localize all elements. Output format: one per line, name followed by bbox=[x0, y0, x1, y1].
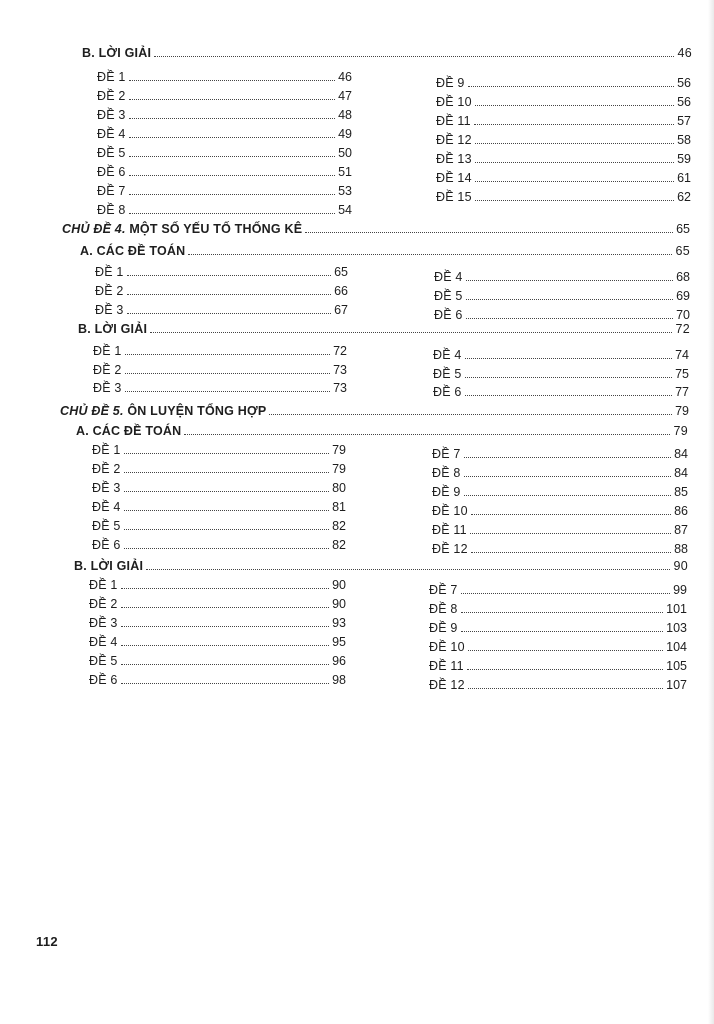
toc-page-number: 84 bbox=[674, 466, 688, 480]
toc-page-number: 57 bbox=[677, 114, 691, 128]
toc-entry[interactable] bbox=[436, 133, 691, 147]
toc-entry[interactable] bbox=[89, 635, 346, 649]
toc-entry[interactable] bbox=[432, 542, 688, 556]
toc-entry-label: ĐỀ 6 bbox=[89, 673, 118, 687]
toc-entry-label: ĐỀ 10 bbox=[436, 95, 472, 109]
toc-entry-label: ĐỀ 10 bbox=[432, 504, 468, 518]
toc-page-number: 65 bbox=[334, 265, 348, 279]
toc-page-number: 62 bbox=[677, 190, 691, 204]
toc-entry-label: ĐỀ 4 bbox=[92, 500, 121, 514]
toc-entry-label: ĐỀ 3 bbox=[92, 481, 121, 495]
toc-page-number: 90 bbox=[332, 597, 346, 611]
dot-leader bbox=[129, 175, 336, 176]
toc-page-number: 49 bbox=[338, 127, 352, 141]
toc-entry-label: ĐỀ 4 bbox=[89, 635, 118, 649]
toc-page-number: 82 bbox=[332, 538, 346, 552]
dot-leader bbox=[129, 118, 336, 119]
toc-page-number: 90 bbox=[673, 559, 688, 573]
toc-page-number: 68 bbox=[676, 270, 690, 284]
toc-page-number: 69 bbox=[676, 289, 690, 303]
toc-entry[interactable] bbox=[95, 303, 348, 317]
toc-chapter-prefix: CHỦ ĐỀ 4. bbox=[62, 222, 126, 236]
toc-entry-label: ĐỀ 1 bbox=[93, 344, 122, 358]
toc-page-number: 107 bbox=[666, 678, 687, 692]
dot-leader bbox=[124, 529, 330, 530]
toc-entry[interactable] bbox=[89, 673, 346, 687]
dot-leader bbox=[121, 683, 330, 684]
toc-entry[interactable] bbox=[433, 367, 689, 381]
toc-page-number: 51 bbox=[338, 165, 352, 179]
toc-entry[interactable] bbox=[434, 308, 690, 322]
dot-leader bbox=[121, 626, 330, 627]
toc-page-number: 85 bbox=[674, 485, 688, 499]
toc-entry[interactable] bbox=[429, 583, 687, 597]
toc-entry-label: ĐỀ 12 bbox=[432, 542, 468, 556]
toc-entry[interactable] bbox=[97, 127, 352, 141]
dot-leader bbox=[188, 254, 672, 255]
toc-entry-label: ĐỀ 2 bbox=[92, 462, 121, 476]
toc-entry-label: ĐỀ 12 bbox=[436, 133, 472, 147]
toc-entry[interactable] bbox=[93, 381, 347, 395]
toc-entry[interactable] bbox=[436, 152, 691, 166]
dot-leader bbox=[468, 688, 663, 689]
dot-leader bbox=[475, 162, 674, 163]
toc-entry[interactable] bbox=[97, 70, 352, 84]
toc-page-number: 87 bbox=[674, 523, 688, 537]
toc-entry[interactable] bbox=[92, 519, 346, 533]
toc-entry-label: ĐỀ 7 bbox=[432, 447, 461, 461]
toc-entry-label: ĐỀ 8 bbox=[97, 203, 126, 217]
toc-page-number: 67 bbox=[334, 303, 348, 317]
dot-leader bbox=[475, 181, 674, 182]
toc-chapter-title bbox=[62, 222, 302, 236]
toc-page-number: 82 bbox=[332, 519, 346, 533]
toc-page-number: 93 bbox=[332, 616, 346, 630]
dot-leader bbox=[124, 472, 330, 473]
toc-entry[interactable] bbox=[433, 385, 689, 399]
toc-entry[interactable] bbox=[432, 466, 688, 480]
toc-entry[interactable] bbox=[436, 114, 691, 128]
toc-entry-label: ĐỀ 8 bbox=[429, 602, 458, 616]
toc-entry-label: ĐỀ 1 bbox=[89, 578, 118, 592]
dot-leader bbox=[127, 275, 332, 276]
toc-entry-label: ĐỀ 9 bbox=[436, 76, 465, 90]
toc-entry[interactable] bbox=[95, 265, 348, 279]
toc-entry-label: ĐỀ 6 bbox=[434, 308, 463, 322]
toc-entry-label: ĐỀ 3 bbox=[97, 108, 126, 122]
toc-page-number: 53 bbox=[338, 184, 352, 198]
toc-section-label: A. CÁC ĐỀ TOÁN bbox=[80, 244, 186, 258]
dot-leader bbox=[121, 588, 330, 589]
toc-entry-label: ĐỀ 2 bbox=[95, 284, 124, 298]
toc-page-number: 50 bbox=[338, 146, 352, 160]
toc-page-number: 47 bbox=[338, 89, 352, 103]
toc-page-number: 98 bbox=[332, 673, 346, 687]
toc-page-number: 96 bbox=[332, 654, 346, 668]
dot-leader bbox=[129, 137, 336, 138]
toc-entry-label: ĐỀ 4 bbox=[434, 270, 463, 284]
dot-leader bbox=[127, 313, 332, 314]
toc-chapter-5[interactable] bbox=[60, 404, 689, 418]
toc-entry[interactable] bbox=[97, 146, 352, 160]
toc-section-loigiai-ch3[interactable] bbox=[82, 46, 692, 60]
toc-page-number: 73 bbox=[333, 381, 347, 395]
dot-leader bbox=[475, 105, 674, 106]
toc-entry[interactable] bbox=[432, 447, 688, 461]
dot-leader bbox=[129, 156, 336, 157]
dot-leader bbox=[154, 56, 674, 57]
dot-leader bbox=[464, 495, 672, 496]
toc-page-number: 73 bbox=[333, 363, 347, 377]
toc-page-number: 81 bbox=[332, 500, 346, 514]
toc-page-number: 56 bbox=[677, 95, 691, 109]
toc-entry-label: ĐỀ 13 bbox=[436, 152, 472, 166]
toc-page-number: 66 bbox=[334, 284, 348, 298]
toc-entry[interactable] bbox=[97, 165, 352, 179]
toc-entry-label: ĐỀ 15 bbox=[436, 190, 472, 204]
dot-leader bbox=[269, 414, 672, 415]
toc-page-number: 99 bbox=[673, 583, 687, 597]
toc-entry-label: ĐỀ 12 bbox=[429, 678, 465, 692]
toc-entry-label: ĐỀ 11 bbox=[432, 523, 467, 537]
toc-entry[interactable] bbox=[97, 184, 352, 198]
dot-leader bbox=[150, 332, 672, 333]
toc-page-number: 72 bbox=[675, 322, 690, 336]
toc-chapter-prefix: CHỦ ĐỀ 5. bbox=[60, 404, 124, 418]
page-edge-shadow bbox=[708, 0, 714, 1024]
toc-page-number: 56 bbox=[677, 76, 691, 90]
toc-entry[interactable] bbox=[92, 538, 346, 552]
toc-entry-label: ĐỀ 8 bbox=[432, 466, 461, 480]
toc-entry[interactable] bbox=[89, 654, 346, 668]
toc-entry[interactable] bbox=[89, 578, 346, 592]
toc-entry[interactable] bbox=[434, 270, 690, 284]
dot-leader bbox=[466, 299, 674, 300]
toc-entry[interactable] bbox=[89, 597, 346, 611]
dot-leader bbox=[464, 457, 672, 458]
toc-chapter-name: ÔN LUYỆN TỔNG HỢP bbox=[127, 404, 267, 418]
dot-leader bbox=[474, 124, 674, 125]
toc-chapter-title bbox=[60, 404, 266, 418]
toc-page-number: 95 bbox=[332, 635, 346, 649]
toc-entry[interactable] bbox=[436, 95, 691, 109]
toc-section-cacdetoan-ch4[interactable] bbox=[80, 244, 690, 258]
dot-leader bbox=[124, 491, 330, 492]
toc-page-number: 48 bbox=[338, 108, 352, 122]
toc-entry[interactable] bbox=[429, 659, 687, 673]
toc-entry-label: ĐỀ 7 bbox=[429, 583, 458, 597]
dot-leader bbox=[305, 232, 673, 233]
toc-entry[interactable] bbox=[429, 640, 687, 654]
toc-chapter-4[interactable] bbox=[62, 222, 690, 236]
toc-page-number: 61 bbox=[677, 171, 691, 185]
dot-leader bbox=[465, 377, 673, 378]
toc-entry[interactable] bbox=[436, 171, 691, 185]
toc-page-number: 46 bbox=[677, 46, 692, 60]
dot-leader bbox=[467, 669, 663, 670]
toc-entry-label: ĐỀ 3 bbox=[95, 303, 124, 317]
toc-page-number: 54 bbox=[338, 203, 352, 217]
toc-entry-label: ĐỀ 2 bbox=[89, 597, 118, 611]
toc-entry[interactable] bbox=[97, 203, 352, 217]
dot-leader bbox=[124, 453, 330, 454]
dot-leader bbox=[466, 280, 674, 281]
toc-page-number: 103 bbox=[666, 621, 687, 635]
dot-leader bbox=[121, 664, 330, 665]
dot-leader bbox=[464, 476, 672, 477]
toc-entry[interactable] bbox=[432, 523, 688, 537]
toc-entry-label: ĐỀ 4 bbox=[433, 348, 462, 362]
toc-entry-label: ĐỀ 10 bbox=[429, 640, 465, 654]
toc-entry-label: ĐỀ 1 bbox=[95, 265, 124, 279]
dot-leader bbox=[129, 213, 336, 214]
toc-entry[interactable] bbox=[433, 348, 689, 362]
toc-entry[interactable] bbox=[89, 616, 346, 630]
toc-page-number: 70 bbox=[676, 308, 690, 322]
toc-page-number: 75 bbox=[675, 367, 689, 381]
dot-leader bbox=[121, 607, 330, 608]
toc-entry[interactable] bbox=[95, 284, 348, 298]
toc-page-number: 80 bbox=[332, 481, 346, 495]
toc-page-number: 77 bbox=[675, 385, 689, 399]
toc-entry[interactable] bbox=[92, 462, 346, 476]
toc-entry[interactable] bbox=[97, 89, 352, 103]
toc-entry-label: ĐỀ 5 bbox=[434, 289, 463, 303]
toc-entry-label: ĐỀ 5 bbox=[92, 519, 121, 533]
dot-leader bbox=[475, 143, 674, 144]
dot-leader bbox=[465, 358, 673, 359]
toc-entry[interactable] bbox=[97, 108, 352, 122]
dot-leader bbox=[475, 200, 674, 201]
dot-leader bbox=[468, 650, 663, 651]
dot-leader bbox=[468, 86, 675, 87]
dot-leader bbox=[121, 645, 330, 646]
page-number: 112 bbox=[36, 934, 58, 949]
dot-leader bbox=[184, 434, 670, 435]
toc-section-label: A. CÁC ĐỀ TOÁN bbox=[76, 424, 182, 438]
toc-page-number: 59 bbox=[677, 152, 691, 166]
dot-leader bbox=[125, 391, 331, 392]
toc-entry-label: ĐỀ 3 bbox=[89, 616, 118, 630]
toc-page-number: 79 bbox=[673, 424, 688, 438]
dot-leader bbox=[129, 80, 336, 81]
toc-entry-label: ĐỀ 1 bbox=[97, 70, 126, 84]
toc-entry[interactable] bbox=[93, 363, 347, 377]
toc-page-number: 101 bbox=[666, 602, 687, 616]
toc-entry[interactable] bbox=[434, 289, 690, 303]
toc-section-cacdetoan-ch5[interactable] bbox=[76, 424, 688, 438]
toc-entry[interactable] bbox=[432, 485, 688, 499]
dot-leader bbox=[461, 631, 664, 632]
dot-leader bbox=[129, 99, 336, 100]
toc-page-number: 90 bbox=[332, 578, 346, 592]
toc-entry-label: ĐỀ 7 bbox=[97, 184, 126, 198]
toc-page-number: 65 bbox=[675, 244, 690, 258]
dot-leader bbox=[471, 514, 671, 515]
toc-page-number: 72 bbox=[333, 344, 347, 358]
toc-entry-label: ĐỀ 4 bbox=[97, 127, 126, 141]
dot-leader bbox=[470, 533, 671, 534]
toc-entry[interactable] bbox=[429, 621, 687, 635]
toc-section-label: B. LỜI GIẢI bbox=[82, 46, 152, 60]
toc-entry-label: ĐỀ 14 bbox=[436, 171, 472, 185]
toc-entry[interactable] bbox=[92, 443, 346, 457]
dot-leader bbox=[465, 395, 673, 396]
toc-entry-label: ĐỀ 11 bbox=[429, 659, 464, 673]
toc-entry-label: ĐỀ 9 bbox=[432, 485, 461, 499]
toc-chapter-name: MỘT SỐ YẾU TỐ THỐNG KÊ bbox=[129, 222, 303, 236]
toc-entry[interactable] bbox=[429, 602, 687, 616]
toc-page-number: 79 bbox=[675, 404, 689, 418]
toc-entry-label: ĐỀ 9 bbox=[429, 621, 458, 635]
toc-entry-label: ĐỀ 6 bbox=[433, 385, 462, 399]
toc-section-loigiai-ch4[interactable] bbox=[78, 322, 690, 336]
dot-leader bbox=[127, 294, 332, 295]
toc-page-number: 79 bbox=[332, 462, 346, 476]
dot-leader bbox=[466, 318, 674, 319]
toc-page-number: 74 bbox=[675, 348, 689, 362]
dot-leader bbox=[124, 548, 330, 549]
toc-section-loigiai-ch5[interactable] bbox=[74, 559, 688, 573]
toc-entry-label: ĐỀ 1 bbox=[92, 443, 121, 457]
toc-entry-label: ĐỀ 6 bbox=[92, 538, 121, 552]
toc-page-number: 58 bbox=[677, 133, 691, 147]
toc-entry-label: ĐỀ 5 bbox=[433, 367, 462, 381]
toc-entry[interactable] bbox=[436, 76, 691, 90]
toc-entry-label: ĐỀ 5 bbox=[97, 146, 126, 160]
toc-entry[interactable] bbox=[93, 344, 347, 358]
dot-leader bbox=[146, 569, 670, 570]
toc-page-number: 86 bbox=[674, 504, 688, 518]
toc-entry-label: ĐỀ 2 bbox=[93, 363, 122, 377]
toc-entry[interactable] bbox=[92, 481, 346, 495]
toc-page-number: 88 bbox=[674, 542, 688, 556]
toc-entry[interactable] bbox=[432, 504, 688, 518]
toc-section-label: B. LỜI GIẢI bbox=[74, 559, 144, 573]
dot-leader bbox=[461, 593, 671, 594]
dot-leader bbox=[461, 612, 664, 613]
toc-page-number: 105 bbox=[666, 659, 687, 673]
toc-section-label: B. LỜI GIẢI bbox=[78, 322, 148, 336]
toc-entry-label: ĐỀ 2 bbox=[97, 89, 126, 103]
toc-page-number: 79 bbox=[332, 443, 346, 457]
toc-page-number: 104 bbox=[666, 640, 687, 654]
dot-leader bbox=[125, 354, 331, 355]
toc-page-number: 84 bbox=[674, 447, 688, 461]
dot-leader bbox=[124, 510, 330, 511]
dot-leader bbox=[129, 194, 336, 195]
toc-entry[interactable] bbox=[429, 678, 687, 692]
toc-entry-label: ĐỀ 5 bbox=[89, 654, 118, 668]
dot-leader bbox=[125, 373, 331, 374]
toc-page-number: 65 bbox=[676, 222, 690, 236]
dot-leader bbox=[471, 552, 671, 553]
toc-entry-label: ĐỀ 11 bbox=[436, 114, 471, 128]
toc-entry[interactable] bbox=[436, 190, 691, 204]
toc-entry[interactable] bbox=[92, 500, 346, 514]
toc-entry-label: ĐỀ 6 bbox=[97, 165, 126, 179]
toc-page-number: 46 bbox=[338, 70, 352, 84]
toc-entry-label: ĐỀ 3 bbox=[93, 381, 122, 395]
